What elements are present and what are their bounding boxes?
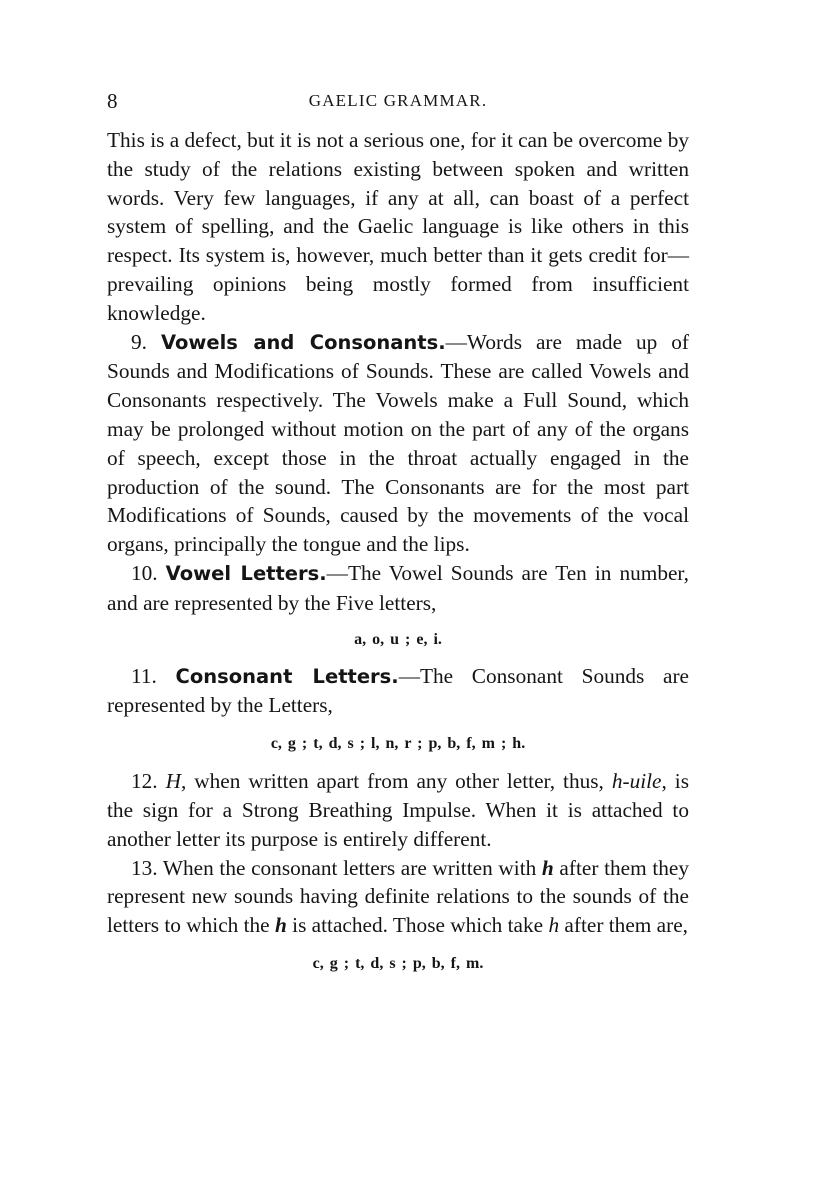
section-9-number: 9. xyxy=(131,329,147,354)
section-11-heading: Consonant Letters. xyxy=(175,664,399,688)
section-12-text-b: , is the sign for a Strong Breathing Impulse. When it is attached to another letter its purpose is entirely different. xyxy=(107,769,689,851)
section-11-number: 11. xyxy=(131,663,157,688)
section-13-h-3: h xyxy=(548,913,560,938)
section-12-paragraph xyxy=(107,767,689,853)
aspirated-letters-list: c, g ; t, d, s ; p, b, f, m. xyxy=(312,954,484,972)
section-13-paragraph xyxy=(107,854,689,940)
section-13-text-c: is attached. Those which take xyxy=(286,913,549,938)
section-12-text-a: when written apart from any other letter, thus, xyxy=(186,769,612,794)
section-13-text-b: after them they represent new sounds having definite relations to the sounds of the letters to which the xyxy=(107,855,689,938)
section-13-h-1: h xyxy=(541,855,554,880)
section-12-number: 12. xyxy=(131,769,158,794)
consonant-letters-list: c, g ; t, d, s ; l, n, r ; p, b, f, m ; h. xyxy=(270,735,526,753)
section-11-text: —The Consonant Sounds are represented by the Letters, xyxy=(107,663,690,718)
section-9-text: —Words are made up of Sounds and Modifications of Sounds. These are called Vowels and Consonants respectively. The Vowels make a Full Sound, which may be prolonged without motion on the part of any of the organs of speech, except those in the throat actually engaged in the production of the sound. The Consonants are for the most part Modifications of Sounds, caused by the movements of the vocal organs, principally the tongue and the lips. xyxy=(107,329,689,557)
section-10-paragraph xyxy=(107,559,689,618)
section-10-text: —The Vowel Sounds are Ten in number, and are represented by the Five letters, xyxy=(107,560,689,615)
section-13-text-a: When the consonant letters are written with xyxy=(162,855,542,880)
page-number: 8 xyxy=(107,89,118,113)
section-13-number: 13. xyxy=(131,855,158,880)
section-12-huile-example: h-uile xyxy=(611,769,662,794)
section-9-paragraph xyxy=(107,328,689,559)
vowel-letters-list: a, o, u ; e, i. xyxy=(354,630,442,648)
running-head: GAELIC GRAMMAR. xyxy=(308,91,488,110)
section-9-heading: Vowels and Consonants. xyxy=(160,330,446,354)
page-header xyxy=(107,86,689,116)
section-10-number: 10. xyxy=(131,560,158,585)
page-body xyxy=(107,126,689,974)
section-12-h-letter: H, xyxy=(165,769,187,794)
section-11-paragraph xyxy=(107,662,689,721)
section-13-h-2: h xyxy=(274,913,287,938)
intro-paragraph: This is a defect, but it is not a serious one, for it can be overcome by the study of the relations existing between spoken and written words. Very few languages, if any at all, can boast of a perfect system of spelling, and the Gaelic language is like others in this respect. Its system is, however, much better than it gets credit for—prevailing opinions being mostly formed from insufficient knowledge. xyxy=(107,128,689,325)
book-page xyxy=(107,86,689,974)
section-10-heading: Vowel Letters. xyxy=(165,561,327,585)
section-13-text-d: after them are, xyxy=(559,913,688,938)
